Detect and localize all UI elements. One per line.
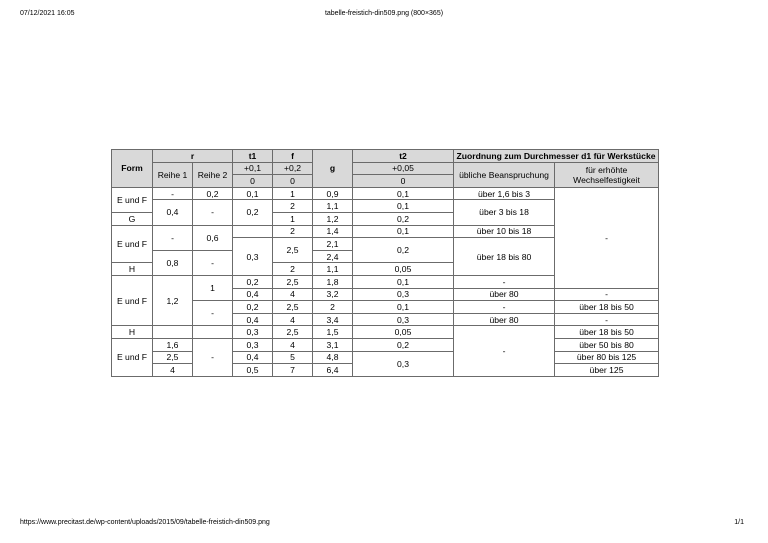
- cell-t1: [233, 225, 273, 238]
- header-form: Form: [112, 150, 153, 188]
- header-r: r: [153, 150, 233, 163]
- cell-form: E und F: [112, 225, 153, 263]
- cell-form: H: [112, 326, 153, 339]
- cell-g: 1,8: [313, 275, 353, 288]
- print-title: tabelle-freistich-din509.png (800×365): [324, 10, 444, 17]
- cell-f: 2,5: [273, 275, 313, 288]
- page-number: 1/1: [734, 519, 744, 526]
- cell-r-reihe2: -: [193, 250, 233, 275]
- cell-t2: 0,3: [353, 313, 454, 326]
- cell-uebliche: über 3 bis 18: [454, 200, 555, 225]
- cell-t1: 0,4: [233, 351, 273, 364]
- cell-f: 2,5: [273, 301, 313, 314]
- cell-f: 2: [273, 263, 313, 276]
- cell-g: 3,1: [313, 338, 353, 351]
- cell-t1: 0,1: [233, 187, 273, 200]
- header-t2-zero: 0: [353, 175, 454, 188]
- cell-f: 2: [273, 200, 313, 213]
- cell-erhoeht: -: [555, 187, 659, 288]
- print-date: 07/12/2021 16:05: [20, 10, 75, 17]
- cell-r-reihe2: 1: [193, 275, 233, 300]
- cell-r-reihe1: 1,2: [153, 275, 193, 325]
- cell-g: 1,2: [313, 212, 353, 225]
- cell-uebliche: -: [454, 326, 555, 376]
- cell-g: 2: [313, 301, 353, 314]
- header-t2: t2: [353, 150, 454, 163]
- cell-form: E und F: [112, 275, 153, 325]
- header-f: f: [273, 150, 313, 163]
- cell-g: 4,8: [313, 351, 353, 364]
- cell-f: 4: [273, 338, 313, 351]
- header-f-zero: 0: [273, 175, 313, 188]
- cell-r-reihe1: [153, 326, 193, 339]
- cell-form: E und F: [112, 338, 153, 376]
- cell-t2: 0,2: [353, 238, 454, 263]
- cell-t2: 0,2: [353, 212, 454, 225]
- cell-r-reihe1: 1,6: [153, 338, 193, 351]
- header-g: g: [313, 150, 353, 188]
- cell-t1: 0,2: [233, 200, 273, 225]
- cell-t2: 0,3: [353, 288, 454, 301]
- cell-r-reihe2: -: [193, 200, 233, 225]
- cell-f: 4: [273, 288, 313, 301]
- cell-erhoeht: über 80 bis 125: [555, 351, 659, 364]
- cell-erhoeht: -: [555, 313, 659, 326]
- cell-r-reihe1: 2,5: [153, 351, 193, 364]
- cell-t2: 0,1: [353, 200, 454, 213]
- cell-erhoeht: über 125: [555, 364, 659, 377]
- cell-uebliche: -: [454, 275, 555, 288]
- cell-erhoeht: über 50 bis 80: [555, 338, 659, 351]
- cell-erhoeht: über 18 bis 50: [555, 301, 659, 314]
- cell-r-reihe1: -: [153, 225, 193, 250]
- cell-g: 1,1: [313, 263, 353, 276]
- source-url: https://www.precitast.de/wp-content/uploads/2015/09/tabelle-freistich-din509.png: [20, 519, 270, 526]
- cell-g: 6,4: [313, 364, 353, 377]
- cell-t2: 0,2: [353, 338, 454, 351]
- cell-form: H: [112, 263, 153, 276]
- cell-f: 5: [273, 351, 313, 364]
- cell-g: 1,5: [313, 326, 353, 339]
- cell-uebliche: über 18 bis 80: [454, 238, 555, 276]
- cell-erhoeht: -: [555, 288, 659, 301]
- cell-form: G: [112, 212, 153, 225]
- header-uebliche-beanspruchung: übliche Beanspruchung: [454, 162, 555, 187]
- cell-t2: 0,05: [353, 263, 454, 276]
- cell-t1: 0,5: [233, 364, 273, 377]
- cell-g: 3,4: [313, 313, 353, 326]
- header-t1-zero: 0: [233, 175, 273, 188]
- cell-r-reihe2: -: [193, 338, 233, 376]
- cell-form: E und F: [112, 187, 153, 212]
- cell-f: 1: [273, 187, 313, 200]
- cell-r-reihe2: 0,6: [193, 225, 233, 250]
- cell-t2: 0,3: [353, 351, 454, 376]
- cell-t2: 0,1: [353, 225, 454, 238]
- cell-r-reihe2: [193, 326, 233, 339]
- cell-t2: 0,1: [353, 187, 454, 200]
- cell-t1: 0,4: [233, 313, 273, 326]
- cell-g: 1,1: [313, 200, 353, 213]
- cell-r-reihe1: 4: [153, 364, 193, 377]
- cell-t1: 0,2: [233, 301, 273, 314]
- cell-uebliche: über 80: [454, 288, 555, 301]
- header-reihe2: Reihe 2: [193, 162, 233, 187]
- header-zuordnung: Zuordnung zum Durchmesser d1 für Werkstücke: [454, 150, 659, 163]
- cell-r-reihe1: 0,4: [153, 200, 193, 225]
- header-reihe1: Reihe 1: [153, 162, 193, 187]
- header-t2-tolerance: +0,05: [353, 162, 454, 175]
- cell-t2: 0,05: [353, 326, 454, 339]
- cell-f: 1: [273, 212, 313, 225]
- cell-uebliche: über 10 bis 18: [454, 225, 555, 238]
- cell-g: 2,1: [313, 238, 353, 251]
- cell-t1: 0,3: [233, 338, 273, 351]
- cell-uebliche: über 1,6 bis 3: [454, 187, 555, 200]
- cell-t1: 0,3: [233, 326, 273, 339]
- cell-f: 4: [273, 313, 313, 326]
- cell-uebliche: -: [454, 301, 555, 314]
- header-erhoehte-wechselfestigkeit: für erhöhte Wechselfestigkeit: [555, 162, 659, 187]
- cell-f: 2,5: [273, 238, 313, 263]
- cell-t1: 0,2: [233, 275, 273, 288]
- cell-erhoeht: über 18 bis 50: [555, 326, 659, 339]
- cell-r-reihe2: 0,2: [193, 187, 233, 200]
- cell-g: 1,4: [313, 225, 353, 238]
- cell-t1: 0,3: [233, 238, 273, 276]
- header-t1-tolerance: +0,1: [233, 162, 273, 175]
- cell-uebliche: über 80: [454, 313, 555, 326]
- cell-f: 2: [273, 225, 313, 238]
- cell-g: 0,9: [313, 187, 353, 200]
- cell-g: 3,2: [313, 288, 353, 301]
- header-t1: t1: [233, 150, 273, 163]
- header-f-tolerance: +0,2: [273, 162, 313, 175]
- cell-t2: 0,1: [353, 275, 454, 288]
- cell-r-reihe1: -: [153, 187, 193, 200]
- cell-g: 2,4: [313, 250, 353, 263]
- cell-r-reihe1: 0,8: [153, 250, 193, 275]
- freistich-table: [111, 149, 659, 377]
- cell-f: 2,5: [273, 326, 313, 339]
- cell-r-reihe2: -: [193, 301, 233, 326]
- cell-f: 7: [273, 364, 313, 377]
- cell-t2: 0,1: [353, 301, 454, 314]
- cell-t1: 0,4: [233, 288, 273, 301]
